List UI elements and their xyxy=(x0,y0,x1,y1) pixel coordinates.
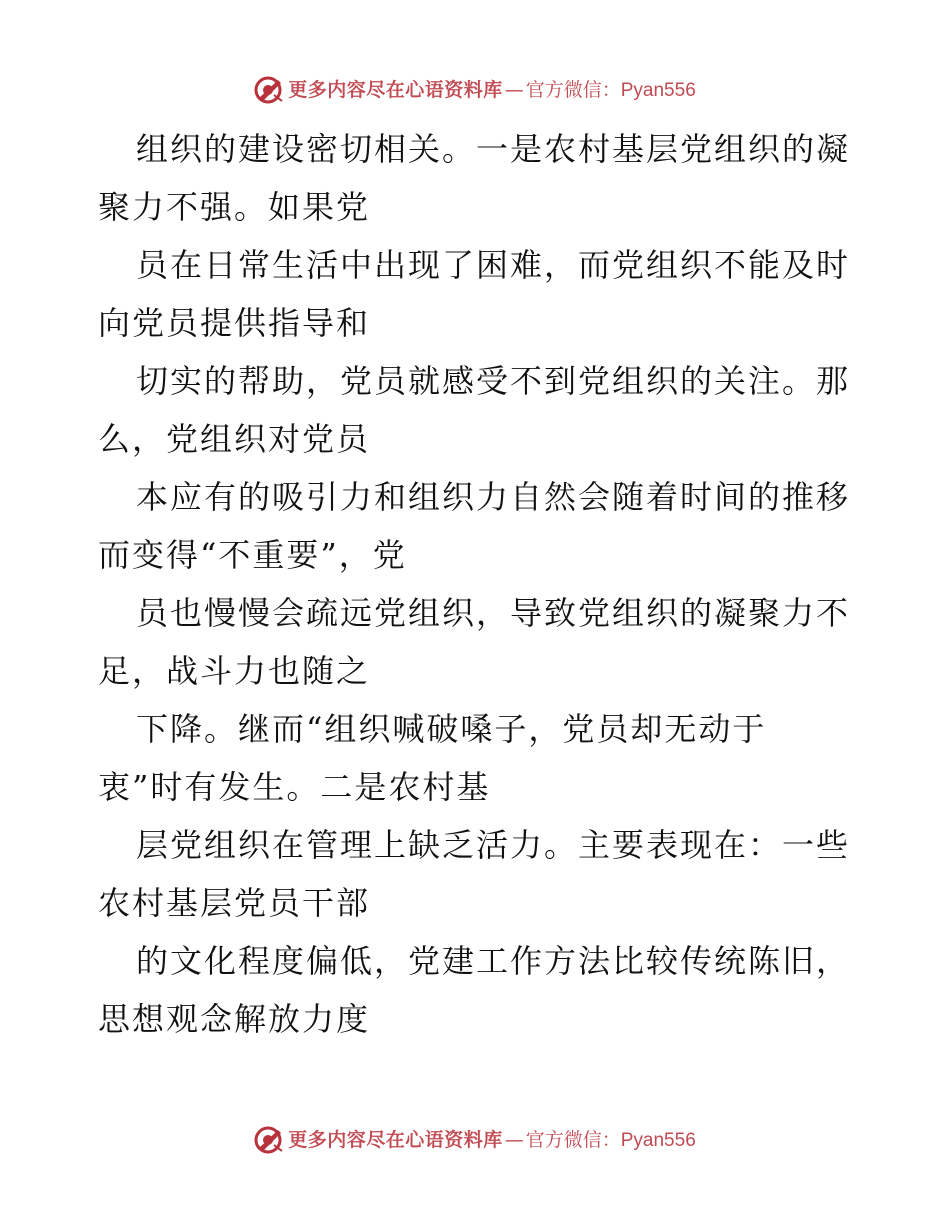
footer-watermark-banner xyxy=(0,1120,950,1160)
text-line: 么，党组织对党员 xyxy=(98,420,371,458)
header-watermark-banner xyxy=(0,70,950,110)
text-line: 足，战斗力也随之 xyxy=(98,652,371,690)
text-line: 的文化程度偏低，党建工作方法比较传统陈旧， xyxy=(136,942,851,980)
banner-dash: — xyxy=(504,78,524,101)
text-line: 农村基层党员干部 xyxy=(98,884,371,922)
banner-main-text: 更多内容尽在心语资料库 xyxy=(288,78,503,101)
banner-text xyxy=(288,1128,696,1151)
banner-wechat-id: Pyan556 xyxy=(620,79,696,101)
banner-main-text: 更多内容尽在心语资料库 xyxy=(288,1128,503,1151)
text-line: 衷”时有发生。二是农村基 xyxy=(98,768,491,806)
banner-dash: — xyxy=(504,1128,524,1151)
banner-wechat-id: Pyan556 xyxy=(620,1129,696,1151)
text-line: 层党组织在管理上缺乏活力。主要表现在：一些 xyxy=(136,826,851,864)
text-line: 组织的建设密切相关。一是农村基层党组织的凝 xyxy=(136,130,851,168)
document-body xyxy=(98,120,858,1048)
text-line: 向党员提供指导和 xyxy=(98,304,371,342)
text-line: 下降。继而“组织喊破嗓子，党员却无动于 xyxy=(136,710,767,748)
text-line: 切实的帮助，党员就感受不到党组织的关注。那 xyxy=(136,362,851,400)
brand-logo-icon xyxy=(254,1125,284,1155)
text-line: 聚力不强。如果党 xyxy=(98,188,371,226)
text-line: 思想观念解放力度 xyxy=(98,1000,371,1038)
brand-logo-icon xyxy=(254,75,284,105)
text-line: 员也慢慢会疏远党组织，导致党组织的凝聚力不 xyxy=(136,594,851,632)
banner-wechat-label: 官方微信： xyxy=(525,78,621,101)
text-line: 而变得“不重要”，党 xyxy=(98,536,407,574)
banner-text xyxy=(288,78,696,101)
banner-wechat-label: 官方微信： xyxy=(525,1128,621,1151)
text-line: 本应有的吸引力和组织力自然会随着时间的推移 xyxy=(136,478,851,516)
text-line: 员在日常生活中出现了困难，而党组织不能及时 xyxy=(136,246,851,284)
